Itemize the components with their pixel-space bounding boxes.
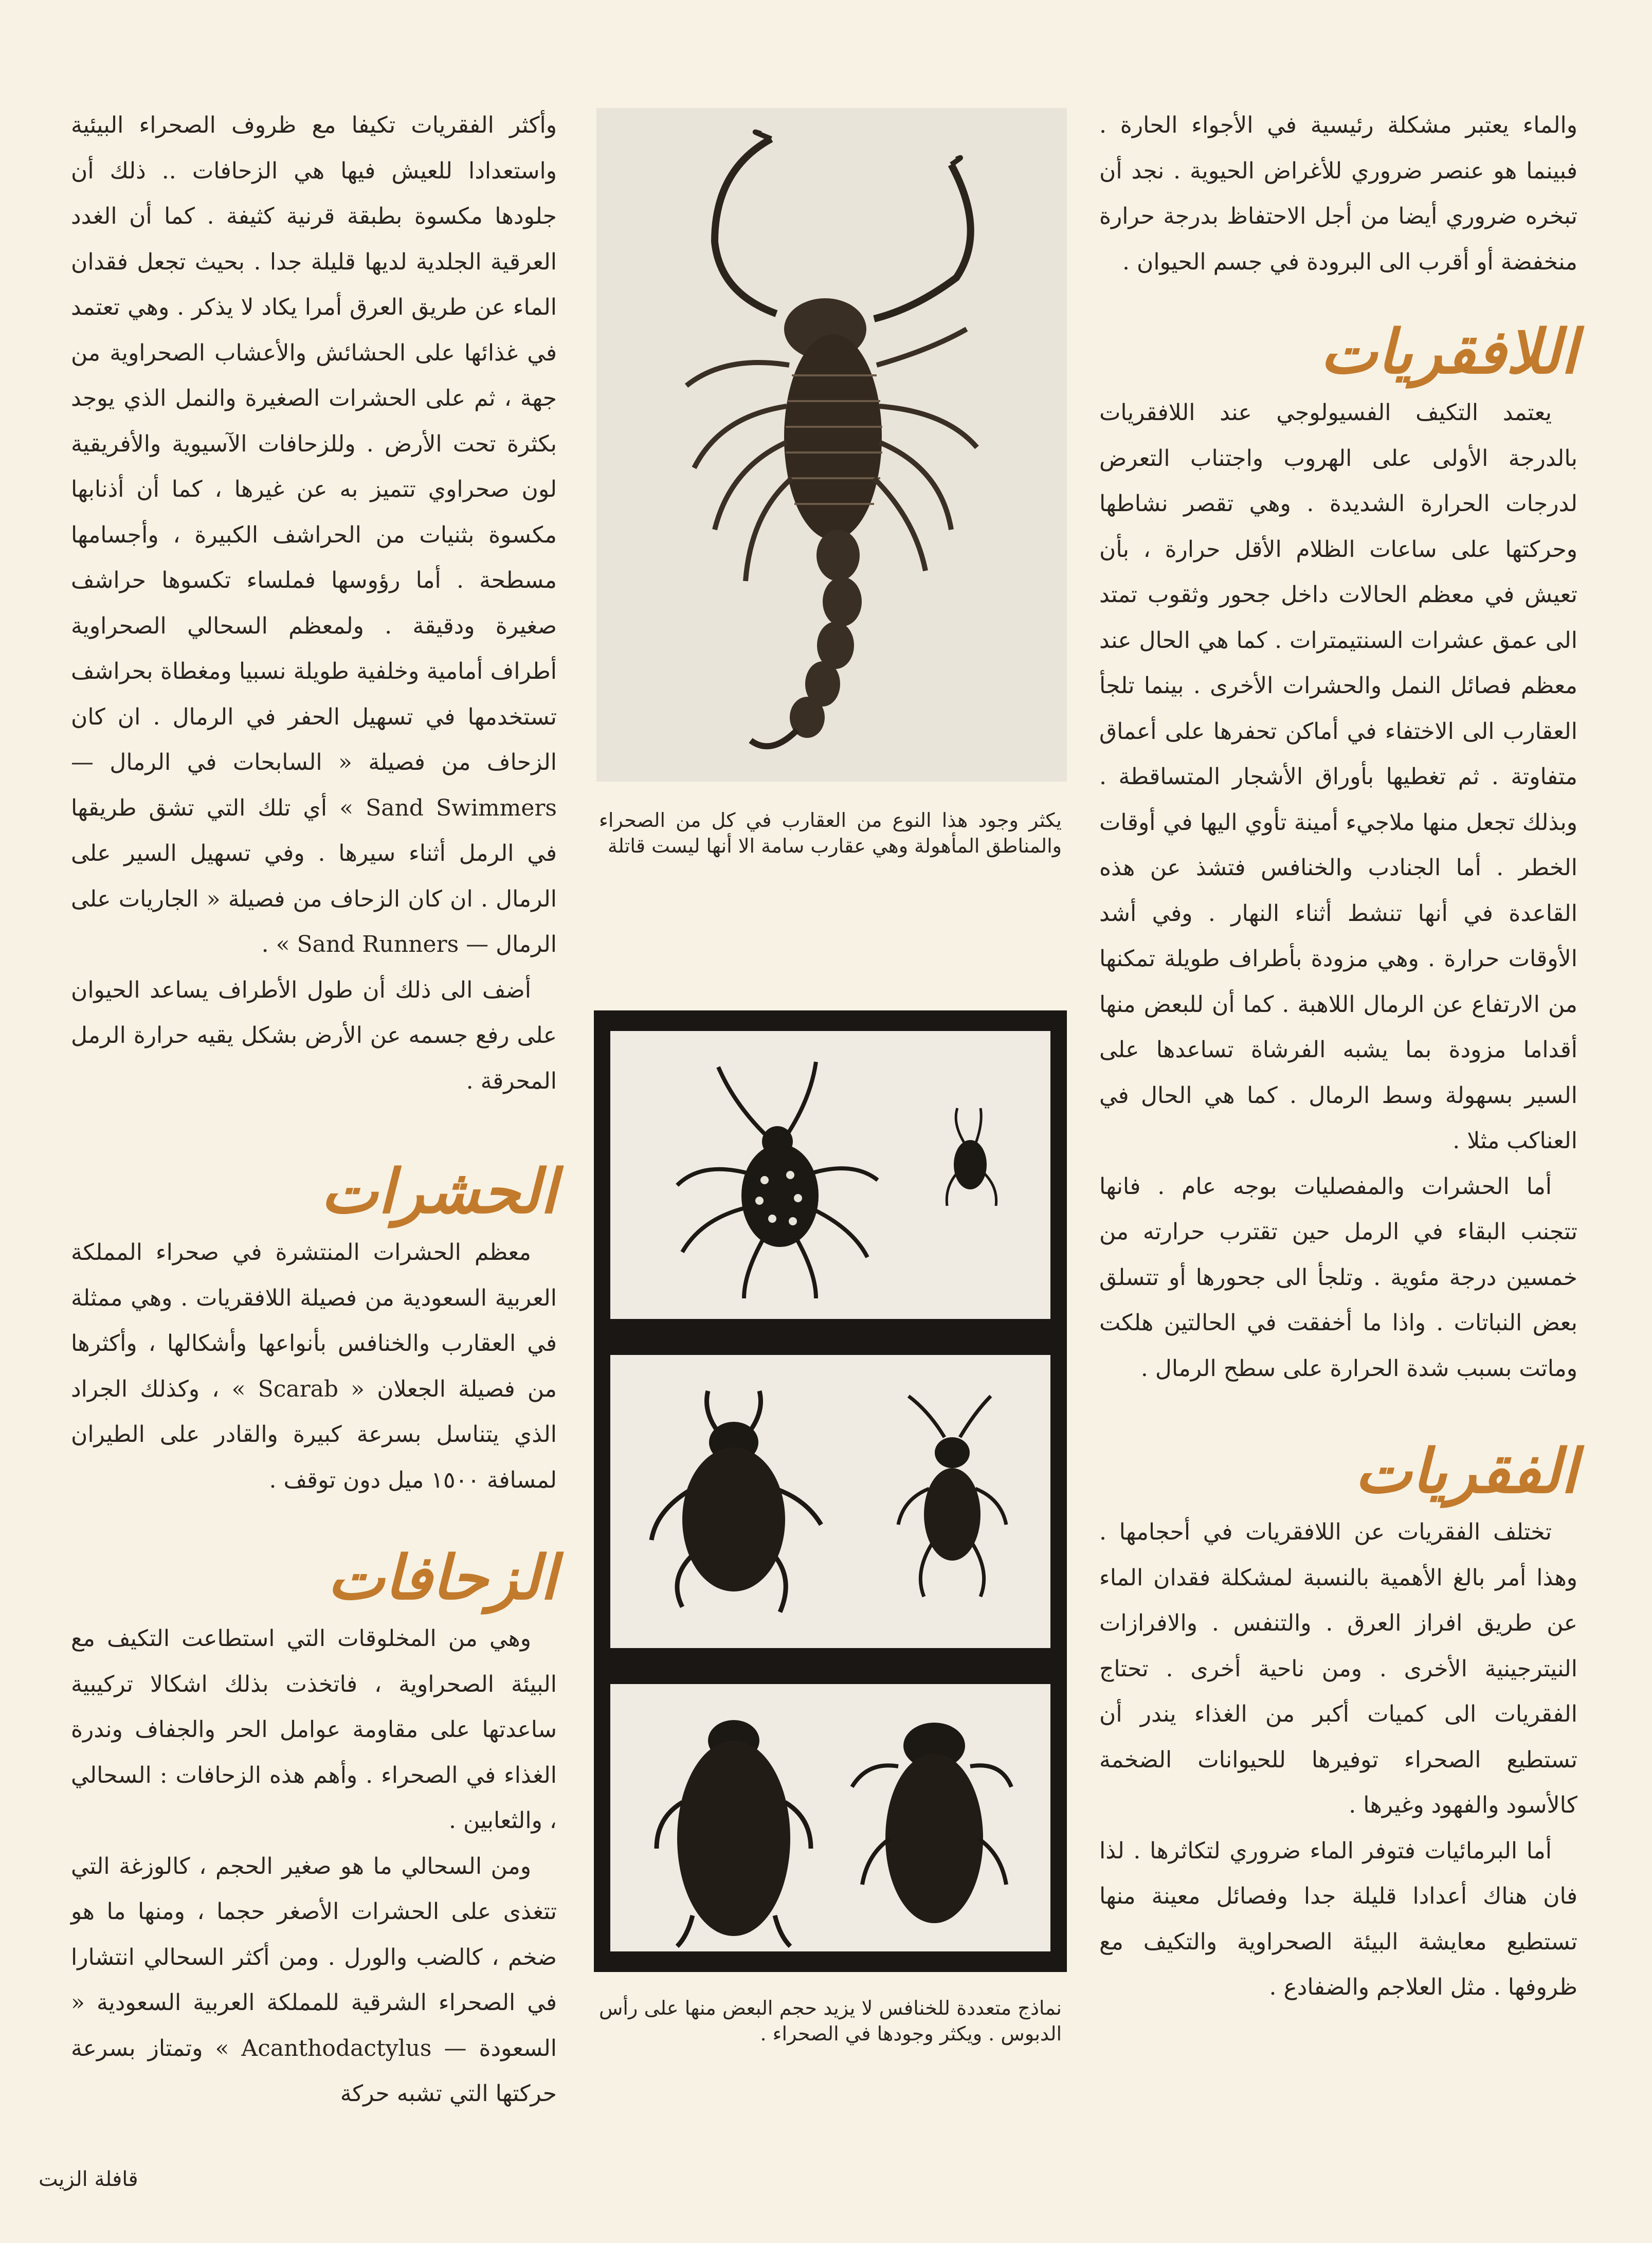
section-heading: الفقريات xyxy=(1354,1435,1577,1507)
paragraph: أضف الى ذلك أن طول الأطراف يساعد الحيوان على رفع جسمه عن الأرض بشكل يقيه حرارة الرمل المحرقة . xyxy=(71,976,557,1094)
beetles-photo-plate xyxy=(594,1010,1067,1972)
left-column xyxy=(71,103,557,2117)
section-heading: الحشرات xyxy=(320,1155,557,1227)
scorpion-photo xyxy=(596,108,1067,782)
paragraph: أما الحشرات والمفصليات بوجه عام . فانها تتجنب البقاء في الرمل حين تقترب حرارته من خمسين درجة مئوية . وتلجأ الى جحورها أو تتسلق بعض النباتات . واذا ما أخفقت في الحالتين هلكت وماتت بسبب شدة الحرارة على سطح الرمال . xyxy=(1099,1173,1577,1382)
beetles-caption: نماذج متعددة للخنافس لا يزيد حجم البعض منها على رأس الدبوس . ويكثر وجودها في الصحراء . xyxy=(599,1997,1062,2045)
scorpion-icon xyxy=(596,108,1067,782)
paragraph: والماء يعتبر مشكلة رئيسية في الأجواء الحارة . فبينما هو عنصر ضروري للأغراض الحيوية . نجد أن تبخره ضروري أيضا من أجل الاحتفاظ بدرجة حرارة منخفضة أو أقرب الى البرودة في جسم الحيوان . xyxy=(1099,112,1577,275)
paragraph: وهي من المخلوقات التي استطاعت التكيف مع البيئة الصحراوية ، فاتخذت بذلك اشكالا تركيبية ساعدتها على مقاومة عوامل الحر والجفاف وندرة الغذاء في الصحراء . وأهم هذه الزحافات : السحالي ، والثعابين . xyxy=(71,1625,557,1834)
beetle-icon xyxy=(610,1031,1050,1319)
right-column xyxy=(1099,103,1577,2011)
section-heading: الزحافات xyxy=(327,1542,557,1613)
beetle-panel xyxy=(610,1355,1050,1648)
scorpion-caption: يكثر وجود هذا النوع من العقارب في كل من الصحراء والمناطق المأهولة وهي عقارب سامة الا أنها ليست قاتلة xyxy=(599,809,1062,857)
paragraph: أما البرمائيات فتوفر الماء ضروري لتكاثرها . لذا فان هناك أعدادا قليلة جدا وفصائل معينة منها تستطيع معايشة البيئة الصحراوية والتكيف مع ظروفها . مثل العلاجم والضفادع . xyxy=(1099,1837,1577,2000)
paragraph: معظم الحشرات المنتشرة في صحراء المملكة العربية السعودية من فصيلة اللافقريات . وهي ممثلة في العقارب والخنافس بأنواعها وأشكالها ، وأكثرها من فصيلة الجعلان « Scarab » ، وكذلك الجراد الذي يتناسل بسرعة كبيرة والقادر على الطيران لمسافة ١٥٠٠ ميل دون توقف . xyxy=(71,1239,557,1493)
paragraph: يعتمد التكيف الفسيولوجي عند اللافقريات بالدرجة الأولى على الهروب واجتناب التعرض لدرجات الحرارة الشديدة . وهي تقصر نشاطها وحركتها على ساعات الظلام الأقل حرارة ، بأن تعيش في معظم الحالات داخل جحور وثقوب تمتد الى عمق عشرات السنتيمترات . كما هي الحال عند معظم فصائل النمل والحشرات الأخرى . بينما تلجأ العقارب الى الاختفاء في أماكن تحفرها على أعماق متفاوتة . ثم تغطيها بأوراق الأشجار المتساقطة . وبذلك تجعل منها ملاجيء أمينة تأوي اليها في أوقات الخطر . أما الجنادب والخنافس فتشذ عن هذه القاعدة في أنها تنشط أثناء النهار . وفي أشد الأوقات حرارة . وهي مزودة بأطراف طويلة تمكنها من الارتفاع عن الرمال اللاهبة . كما أن للبعض منها أقداما مزودة بما يشبه الفرشاة تساعدها على السير بسهولة وسط الرمال . كما هي الحال في العناكب مثلا . xyxy=(1099,400,1577,1154)
beetle-icon xyxy=(610,1684,1050,1951)
beetle-panel xyxy=(610,1031,1050,1319)
paragraph: ومن السحالي ما هو صغير الحجم ، كالوزغة التي تتغذى على الحشرات الأصغر حجما ، ومنها ما هو ضخم ، كالضب والورل . ومن أكثر السحالي انتشارا في الصحراء الشرقية للمملكة العربية السعودية « السعودة — Acanthodactylus » وتمتاز بسرعة حركتها التي تشبه حركة xyxy=(71,1853,557,2107)
beetle-icon xyxy=(610,1355,1050,1648)
paragraph: وأكثر الفقريات تكيفا مع ظروف الصحراء البيئية واستعدادا للعيش فيها هي الزحافات .. ذلك أن جلودها مكسوة بطبقة قرنية كثيفة . كما أن الغدد العرقية الجلدية لديها قليلة جدا . بحيث تجعل فقدان الماء عن طريق العرق أمرا يكاد لا يذكر . وهي تعتمد في غذائها على الحشائش والأعشاب الصحراوية من جهة ، ثم على الحشرات الصغيرة والنمل الذي يوجد بكثرة تحت الأرض . وللزحافات الآسيوية والأفريقية لون صحراوي تتميز به عن غيرها ، كما أن أذنابها مكسوة بثنيات من الحراشف الكبيرة ، وأجسامها مسطحة . أما رؤوسها فملساء تكسوها حراشف صغيرة ودقيقة . ولمعظم السحالي الصحراوية أطراف أمامية وخلفية طويلة نسبيا ومغطاة بحراشف تستخدمها في تسهيل الحفر في الرمال . ان كان الزحاف من فصيلة « السابحات في الرمال — Sand Swimmers » أي تلك التي تشق طريقها في الرمل أثناء سيرها . وفي تسهيل السير على الرمال . ان كان الزحاف من فصيلة « الجاريات على الرمال — Sand Runners » . xyxy=(71,112,557,957)
magazine-footer: قافلة الزيت xyxy=(39,2167,138,2191)
section-heading: اللافقريات xyxy=(1320,316,1577,387)
paragraph: تختلف الفقريات عن اللافقريات في أحجامها . وهذا أمر بالغ الأهمية بالنسبة لمشكلة فقدان الماء عن طريق افراز العرق . والتنفس . والافرازات النيترجينية الأخرى . ومن ناحية أخرى . تحتاج الفقريات الى كميات أكبر من الغذاء يندر أن تستطيع الصحراء توفيرها للحيوانات الضخمة كالأسود والفهود وغيرها . xyxy=(1099,1519,1577,1818)
beetle-panel xyxy=(610,1684,1050,1951)
